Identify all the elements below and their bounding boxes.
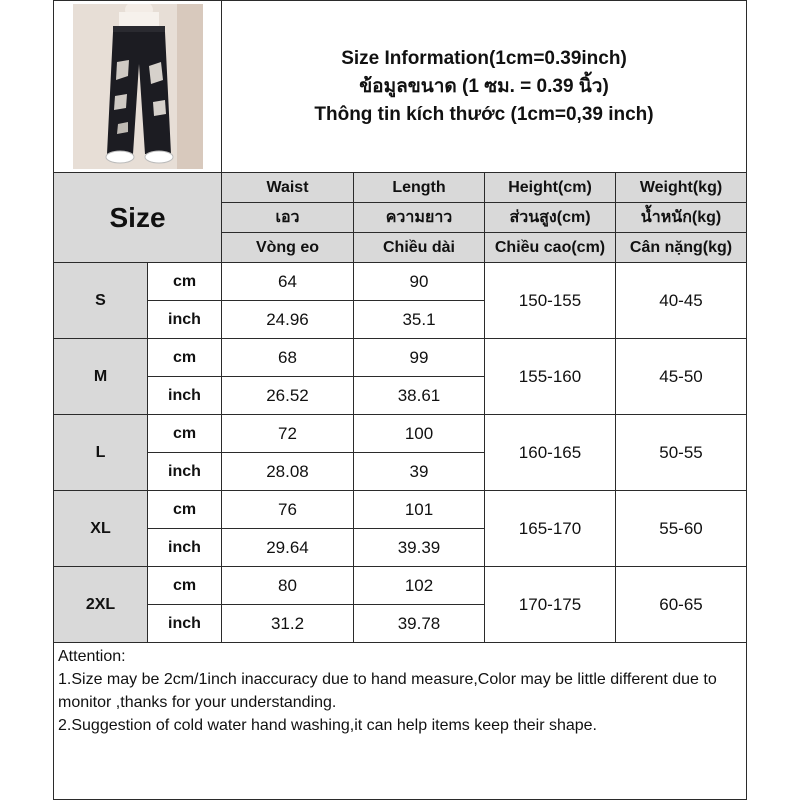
size-label-xl: XL <box>54 491 148 567</box>
header-length-en: Length <box>354 173 485 203</box>
weight-l: 50-55 <box>616 415 747 491</box>
unit-inch: inch <box>148 377 222 415</box>
attention-note-2: 2.Suggestion of cold water hand washing,it can help items keep their shape. <box>58 717 597 734</box>
height-l: 160-165 <box>485 415 616 491</box>
waist-cm-2xl: 80 <box>222 567 354 605</box>
unit-cm: cm <box>148 339 222 377</box>
size-label-m: M <box>54 339 148 415</box>
weight-m: 45-50 <box>616 339 747 415</box>
height-m: 155-160 <box>485 339 616 415</box>
unit-cm: cm <box>148 263 222 301</box>
length-cm-m: 99 <box>354 339 485 377</box>
waist-inch-m: 26.52 <box>222 377 354 415</box>
size-label-2xl: 2XL <box>54 567 148 643</box>
header-length-th: ความยาว <box>354 203 485 233</box>
unit-inch: inch <box>148 605 222 643</box>
header-weight-en: Weight(kg) <box>616 173 747 203</box>
waist-cm-s: 64 <box>222 263 354 301</box>
attention-notes <box>54 643 747 800</box>
attention-heading: Attention: <box>58 648 126 665</box>
size-chart <box>53 0 746 800</box>
title-vietnamese: Thông tin kích thước (1cm=0,39 inch) <box>314 103 654 125</box>
header-waist-th: เอว <box>222 203 354 233</box>
waist-inch-xl: 29.64 <box>222 529 354 567</box>
size-label-l: L <box>54 415 148 491</box>
unit-cm: cm <box>148 415 222 453</box>
unit-cm: cm <box>148 491 222 529</box>
waist-cm-xl: 76 <box>222 491 354 529</box>
unit-cm: cm <box>148 567 222 605</box>
size-header: Size <box>54 173 222 263</box>
header-weight-th: น้ำหนัก(kg) <box>616 203 747 233</box>
length-inch-2xl: 39.78 <box>354 605 485 643</box>
length-cm-s: 90 <box>354 263 485 301</box>
length-inch-l: 39 <box>354 453 485 491</box>
title-english: Size Information(1cm=0.39inch) <box>341 47 627 69</box>
unit-inch: inch <box>148 453 222 491</box>
length-inch-xl: 39.39 <box>354 529 485 567</box>
waist-inch-l: 28.08 <box>222 453 354 491</box>
weight-xl: 55-60 <box>616 491 747 567</box>
product-photo <box>73 4 203 169</box>
header-waist-vi: Vòng eo <box>222 233 354 263</box>
length-inch-s: 35.1 <box>354 301 485 339</box>
size-label-s: S <box>54 263 148 339</box>
unit-inch: inch <box>148 529 222 567</box>
height-s: 150-155 <box>485 263 616 339</box>
header-height-th: ส่วนสูง(cm) <box>485 203 616 233</box>
height-xl: 165-170 <box>485 491 616 567</box>
product-photo-cell <box>54 1 222 173</box>
jeans-model-image <box>73 4 203 169</box>
waist-cm-m: 68 <box>222 339 354 377</box>
title-block <box>222 1 747 173</box>
unit-inch: inch <box>148 301 222 339</box>
header-length-vi: Chiều dài <box>354 233 485 263</box>
header-height-vi: Chiều cao(cm) <box>485 233 616 263</box>
waist-cm-l: 72 <box>222 415 354 453</box>
waist-inch-2xl: 31.2 <box>222 605 354 643</box>
height-2xl: 170-175 <box>485 567 616 643</box>
waist-inch-s: 24.96 <box>222 301 354 339</box>
attention-note-1: 1.Size may be 2cm/1inch inaccuracy due to hand measure,Color may be little different due to monitor ,thanks for your understanding. <box>58 671 717 711</box>
length-cm-l: 100 <box>354 415 485 453</box>
header-weight-vi: Cân nặng(kg) <box>616 233 747 263</box>
length-inch-m: 38.61 <box>354 377 485 415</box>
title-thai: ข้อมูลขนาด (1 ซม. = 0.39 นิ้ว) <box>359 75 609 97</box>
weight-s: 40-45 <box>616 263 747 339</box>
header-waist-en: Waist <box>222 173 354 203</box>
header-height-en: Height(cm) <box>485 173 616 203</box>
size-table <box>53 0 747 800</box>
length-cm-xl: 101 <box>354 491 485 529</box>
length-cm-2xl: 102 <box>354 567 485 605</box>
weight-2xl: 60-65 <box>616 567 747 643</box>
